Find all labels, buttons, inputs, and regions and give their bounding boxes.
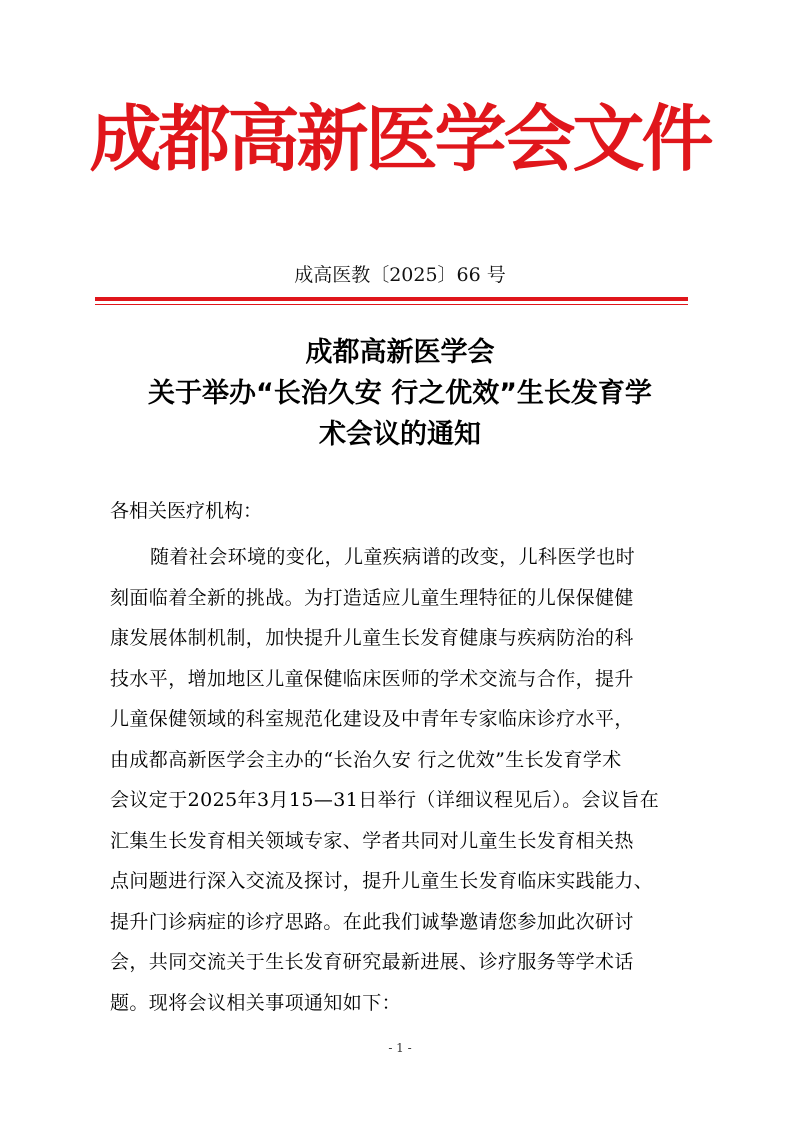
masthead-title: 成都高新医学会文件 — [89, 96, 711, 181]
body-line: 康发展体制机制，加快提升儿童生长发育健康与疾病防治的科 — [110, 627, 634, 649]
body-line: 由成都高新医学会主办的“长治久安 行之优效”生长发育学术 — [110, 748, 622, 771]
page-number: - 1 - — [388, 1041, 412, 1055]
body-line: 提升门诊病症的诊疗思路。在此我们诚挚邀请您参加此次研讨 — [110, 910, 634, 933]
document-number: 成高医教〔2025〕66 号 — [294, 264, 506, 286]
body-line: 点问题进行深入交流及探讨，提升儿童生长发育临床实践能力、 — [110, 870, 654, 892]
body-line: 刻面临着全新的挑战。为打造适应儿童生理特征的儿保保健健 — [110, 586, 634, 609]
title-line-1: 成都高新医学会 — [305, 337, 495, 368]
title-line-3: 术会议的通知 — [319, 419, 481, 450]
body-line: 儿童保健领域的科室规范化建设及中青年专家临床诊疗水平， — [110, 708, 634, 730]
notice-title — [95, 332, 705, 455]
body-paragraph — [110, 537, 696, 1023]
body-line: 题。现将会议相关事项通知如下： — [110, 991, 402, 1014]
body-line: 会议定于2025年3月15—31日举行（详细议程见后）。会议旨在 — [110, 789, 660, 811]
red-rule-thick — [95, 297, 688, 301]
salutation: 各相关医疗机构： — [110, 500, 263, 522]
title-line-2: 关于举办“长治久安 行之优效”生长发育学 — [148, 378, 652, 409]
red-rule-thin — [95, 304, 688, 305]
body-line: 会，共同交流关于生长发育研究最新进展、诊疗服务等学术话 — [110, 951, 634, 973]
body-line: 技水平，增加地区儿童保健临床医师的学术交流与合作，提升 — [110, 667, 634, 690]
body-line: 汇集生长发育相关领域专家、学者共同对儿童生长发育相关热 — [110, 829, 634, 852]
body-line: 随着社会环境的变化，儿童疾病谱的改变，儿科医学也时 — [150, 546, 636, 568]
